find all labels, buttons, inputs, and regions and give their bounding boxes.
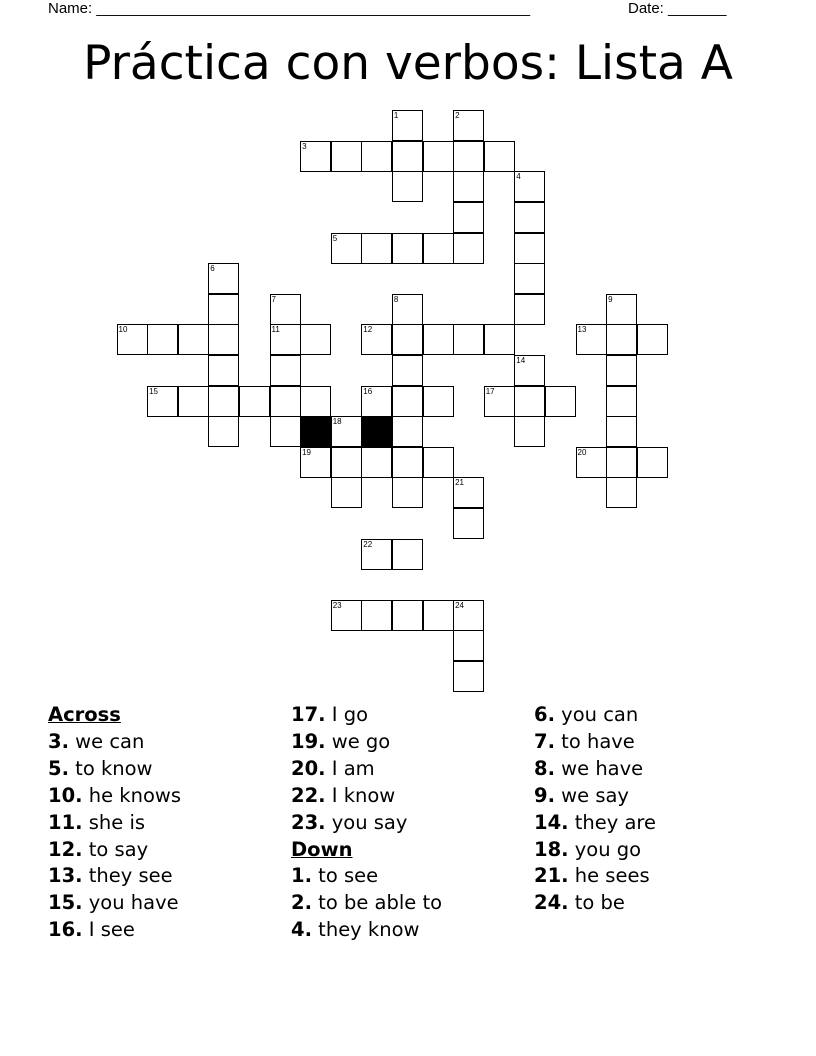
across-clue — [48, 729, 288, 756]
grid-cell[interactable] — [208, 324, 239, 355]
date-label: Date: _______ — [628, 0, 727, 17]
across-clue — [291, 783, 531, 810]
clue-num: 22. — [291, 783, 326, 807]
clue-num: 16. — [48, 918, 83, 942]
clue-num: 8. — [534, 756, 555, 780]
across-clue — [48, 863, 288, 890]
grid-cell[interactable] — [606, 386, 637, 417]
grid-cell[interactable] — [423, 600, 454, 631]
grid-cell[interactable] — [331, 477, 362, 508]
clue-num: 3. — [48, 729, 69, 753]
grid-cell[interactable] — [514, 171, 545, 202]
grid-cell[interactable] — [331, 416, 362, 447]
across-clue — [48, 783, 288, 810]
grid-cell[interactable] — [208, 386, 239, 417]
grid-cell[interactable] — [423, 141, 454, 172]
grid-cell[interactable] — [514, 263, 545, 294]
grid-cell[interactable] — [423, 233, 454, 264]
clue-num: 10. — [48, 783, 83, 807]
grid-cell[interactable] — [484, 386, 515, 417]
clue-text: you say — [325, 810, 408, 834]
down-clue — [291, 890, 531, 917]
clue-num: 1. — [291, 864, 312, 888]
grid-cell[interactable] — [392, 447, 423, 478]
clue-num: 15. — [48, 891, 83, 915]
clue-text: they are — [568, 810, 657, 834]
grid-cell[interactable] — [423, 386, 454, 417]
clue-num: 20. — [291, 756, 326, 780]
grid-cell[interactable] — [453, 600, 484, 631]
clue-num: 2. — [291, 891, 312, 915]
grid-cell[interactable] — [392, 294, 423, 325]
grid-cell[interactable] — [208, 355, 239, 386]
down-clue — [534, 837, 774, 864]
clue-number: 21 — [455, 478, 464, 488]
grid-cell[interactable] — [514, 386, 545, 417]
grid-cell[interactable] — [361, 233, 392, 264]
grid-cell[interactable] — [453, 110, 484, 141]
down-clue — [291, 917, 531, 944]
grid-cell[interactable] — [514, 233, 545, 264]
clue-number: 13 — [577, 325, 587, 335]
clues-column-2 — [291, 702, 531, 944]
clue-text: I go — [325, 703, 369, 726]
grid-cell[interactable] — [208, 263, 239, 294]
clue-text: she is — [82, 810, 146, 834]
clue-text: we say — [554, 783, 629, 807]
clue-num: 21. — [534, 864, 569, 888]
across-clue — [48, 917, 288, 944]
grid-cell[interactable] — [392, 110, 423, 141]
clue-number: 3 — [302, 141, 307, 151]
grid-cell[interactable] — [117, 324, 148, 355]
clue-text: to have — [554, 729, 635, 753]
down-clue — [534, 729, 774, 756]
clue-number: 11 — [271, 325, 280, 335]
clue-text: I am — [325, 756, 375, 780]
grid-cell[interactable] — [453, 171, 484, 202]
grid-cell[interactable] — [208, 416, 239, 447]
grid-cell[interactable] — [270, 294, 301, 325]
grid-cell[interactable] — [147, 386, 178, 417]
clue-number: 6 — [210, 264, 215, 274]
clue-text: to know — [68, 756, 153, 780]
grid-cell[interactable] — [545, 386, 576, 417]
clue-num: 4. — [291, 918, 312, 942]
grid-cell[interactable] — [361, 600, 392, 631]
grid-cell[interactable] — [361, 324, 392, 355]
grid-cell[interactable] — [392, 324, 423, 355]
grid-cell[interactable] — [453, 141, 484, 172]
clue-num: 13. — [48, 864, 83, 888]
grid-cell[interactable] — [392, 416, 423, 447]
grid-cell[interactable] — [453, 630, 484, 661]
grid-cell[interactable] — [637, 324, 668, 355]
grid-cell[interactable] — [208, 294, 239, 325]
clue-number: 20 — [577, 447, 587, 457]
clue-num: 7. — [534, 729, 555, 753]
down-clue — [534, 783, 774, 810]
grid-cell[interactable] — [331, 233, 362, 264]
black-cell — [300, 416, 331, 447]
clue-number: 24 — [455, 600, 464, 610]
grid-cell[interactable] — [392, 477, 423, 508]
grid-cell[interactable] — [606, 355, 637, 386]
grid-cell[interactable] — [392, 171, 423, 202]
grid-cell[interactable] — [606, 416, 637, 447]
clue-num: 12. — [48, 837, 83, 861]
grid-cell[interactable] — [392, 600, 423, 631]
clue-text: to be — [568, 891, 625, 915]
clue-num: 18. — [534, 837, 569, 861]
clue-num: 17. — [291, 703, 326, 726]
grid-cell[interactable] — [331, 447, 362, 478]
clue-text: they know — [311, 918, 420, 942]
clue-number: 4 — [516, 172, 521, 182]
clue-number: 1 — [393, 111, 399, 121]
clue-number: 5 — [332, 233, 338, 243]
clues-column-1 — [48, 702, 288, 944]
name-label: Name: ____________________________________________________ — [48, 0, 531, 17]
clue-text: they see — [82, 864, 173, 888]
clue-num: 23. — [291, 810, 326, 834]
down-clue — [534, 756, 774, 783]
clue-number: 9 — [608, 294, 613, 304]
across-clue — [48, 890, 288, 917]
grid-cell[interactable] — [637, 447, 668, 478]
clue-num: 11. — [48, 810, 83, 834]
clue-text: we can — [68, 729, 145, 753]
clue-number: 23 — [332, 600, 342, 610]
clue-number: 7 — [271, 294, 276, 304]
across-clue — [291, 810, 531, 837]
clue-text: you have — [82, 891, 179, 915]
grid-cell[interactable] — [514, 202, 545, 233]
clue-number: 17 — [485, 386, 495, 396]
clue-text: you can — [554, 703, 639, 726]
clue-number: 15 — [149, 386, 158, 396]
grid-cell[interactable] — [361, 447, 392, 478]
clue-text: he knows — [82, 783, 181, 807]
grid-cell[interactable] — [300, 386, 331, 417]
clue-text: to see — [311, 864, 379, 888]
grid-cell[interactable] — [576, 324, 607, 355]
grid-cell[interactable] — [484, 141, 515, 172]
grid-cell[interactable] — [392, 355, 423, 386]
across-heading: Across — [48, 703, 121, 726]
clues-column-3 — [534, 702, 774, 917]
clue-number: 16 — [363, 386, 373, 396]
clue-num: 9. — [534, 783, 555, 807]
grid-cell[interactable] — [392, 141, 423, 172]
grid-cell[interactable] — [270, 386, 301, 417]
clue-number: 8 — [393, 294, 399, 304]
grid-cell[interactable] — [606, 294, 637, 325]
grid-cell[interactable] — [361, 539, 392, 570]
clue-num: 6. — [534, 703, 555, 726]
clue-number: 22 — [363, 539, 373, 549]
clue-num: 5. — [48, 756, 69, 780]
grid-cell[interactable] — [606, 447, 637, 478]
grid-cell[interactable] — [361, 386, 392, 417]
across-clue — [48, 837, 288, 864]
clue-text: to say — [82, 837, 149, 861]
clue-number: 12 — [363, 325, 373, 335]
grid-cell[interactable] — [453, 661, 484, 692]
clue-number: 2 — [455, 111, 460, 121]
clue-number: 19 — [302, 447, 311, 457]
grid-cell[interactable] — [453, 508, 484, 539]
clue-number: 18 — [332, 417, 342, 427]
grid-cell[interactable] — [484, 324, 515, 355]
grid-cell[interactable] — [423, 324, 454, 355]
down-clue — [534, 890, 774, 917]
grid-cell[interactable] — [453, 202, 484, 233]
down-clue — [534, 863, 774, 890]
grid-cell[interactable] — [361, 141, 392, 172]
grid-cell[interactable] — [423, 447, 454, 478]
grid-cell[interactable] — [300, 324, 331, 355]
grid-cell[interactable] — [270, 355, 301, 386]
page-title: Práctica con verbos: Lista A — [83, 36, 733, 91]
down-heading: Down — [291, 837, 353, 861]
down-clue — [534, 702, 774, 729]
grid-cell[interactable] — [453, 233, 484, 264]
clue-text: we have — [554, 756, 644, 780]
grid-cell[interactable] — [606, 324, 637, 355]
grid-cell[interactable] — [576, 447, 607, 478]
clue-text: he sees — [568, 864, 650, 888]
grid-cell[interactable] — [514, 294, 545, 325]
grid-cell[interactable] — [178, 386, 209, 417]
down-clue — [534, 810, 774, 837]
grid-cell[interactable] — [331, 600, 362, 631]
across-clue — [291, 756, 531, 783]
grid-cell[interactable] — [392, 233, 423, 264]
grid-cell[interactable] — [453, 477, 484, 508]
black-cell — [361, 416, 392, 447]
clue-num: 19. — [291, 729, 326, 753]
grid-cell[interactable] — [392, 539, 423, 570]
clue-number: 14 — [516, 355, 526, 365]
grid-cell[interactable] — [147, 324, 178, 355]
grid-cell[interactable] — [270, 324, 301, 355]
grid-cell[interactable] — [606, 477, 637, 508]
clue-text: you go — [568, 837, 642, 861]
clue-number: 10 — [118, 325, 128, 335]
clue-num: 24. — [534, 891, 569, 915]
grid-cell[interactable] — [514, 416, 545, 447]
clue-text: to be able to — [311, 891, 443, 915]
across-clue — [48, 756, 288, 783]
clue-text: I know — [325, 783, 396, 807]
grid-cell[interactable] — [453, 324, 484, 355]
grid-cell[interactable] — [178, 324, 209, 355]
across-clue — [48, 810, 288, 837]
grid-cell[interactable] — [514, 355, 545, 386]
across-clue — [291, 702, 531, 729]
grid-cell[interactable] — [239, 386, 270, 417]
clue-num: 14. — [534, 810, 569, 834]
grid-cell[interactable] — [331, 141, 362, 172]
across-clue — [291, 729, 531, 756]
clue-text: I see — [82, 918, 135, 942]
grid-cell[interactable] — [300, 447, 331, 478]
grid-cell[interactable] — [300, 141, 331, 172]
clue-text: we go — [325, 729, 391, 753]
down-clue — [291, 863, 531, 890]
grid-cell[interactable] — [270, 416, 301, 447]
grid-cell[interactable] — [392, 386, 423, 417]
